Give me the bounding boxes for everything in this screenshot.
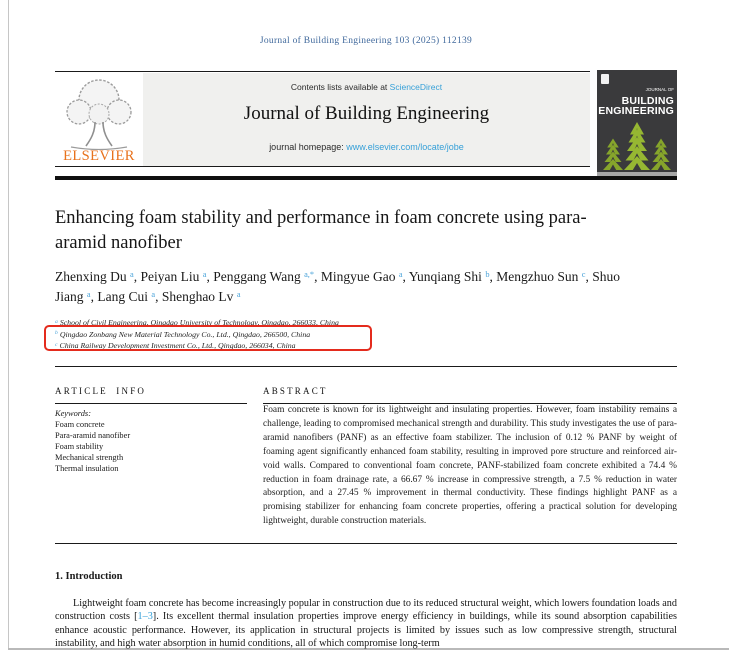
affiliation-line: $^c$ China Railway Development Investment Co., Ltd., Qingdao, 266034, China [55, 341, 296, 351]
author-affiliation-superscript: a [236, 289, 241, 299]
introduction-heading: 1. Introduction [55, 571, 123, 582]
author-name: Zhenxing Du $^a$ [55, 269, 134, 284]
author-affiliation-superscript: a,* [304, 270, 315, 280]
author-name: Yunqiang Shi $^b$ [408, 269, 490, 284]
affiliation-superscript: b [55, 330, 58, 337]
article-info-heading: ARTICLE INFO [55, 386, 147, 396]
journal-title: Journal of Building Engineering [243, 102, 490, 124]
article-title: Enhancing foam stability and performance in foam concrete using para-aramid nanofiber [55, 208, 587, 253]
author-list: Zhenxing Du $^a$, Peiyan Liu $^a$, Penggang Wang $^{a,*}$, Mingyue Gao $^a$, Yunqiang Shi $^b$, Mengzhuo Sun $^c$, Shuo Jiang $^a$, Lang Cui $^a$, Shenghao Lv $^a$ [55, 269, 620, 304]
author-name: Mingyue Gao $^a$ [320, 269, 403, 284]
intro-text-after: ]. Its excellent thermal insulation properties improve energy efficiency in buildings, while its sound absorption capabilities enhance acoustic performance. However, its application in structural projects is limited by issues such as low compressive strength, structural instability, and high water absorption in humid conditions, all of which compromise long-term [55, 611, 677, 650]
cover-title-line2: ENGINEERING [598, 105, 674, 117]
homepage-label: journal homepage: [269, 141, 347, 152]
abstract-text: Foam concrete is known for its lightweight and insulating properties. However, foam instability remains a challenge, leading to compromised mechanical strength and durability. This study investigates the use of para-aramid nanofibers (PANF) as an effective foam stabilizer. The inclusion of 0.12 % PANF by weight of foaming agent significantly enhanced foam stability, resulting in improved pore structure and reinforced air-void walls. Compared to conventional foam concrete, PANF-stabilized foam concrete exhibited a 74.4 % reduction in foam drainage rate, a 66.67 % increase in compressive strength, a 7.5 % reduction in water absorption, and a 27.45 % improvement in thermal conductivity. These findings highlight PANF as a promising stabilizer for enhancing foam concrete properties, offering a practical solution for developing lightweight, durable construction materials. [263, 405, 677, 527]
keyword-item: Foam concrete [55, 420, 105, 429]
journal-cover-thumbnail [597, 70, 677, 176]
abstract-bottom-rule [55, 543, 677, 544]
affiliation-superscript: a [55, 318, 58, 325]
keyword-item: Mechanical strength [55, 453, 124, 462]
citation-link[interactable]: 1–3 [137, 611, 153, 623]
journal-citation: Journal of Building Engineering 103 (2025) 112139 [259, 36, 473, 46]
sciencedirect-link[interactable]: ScienceDirect [389, 81, 443, 92]
author-name: Peiyan Liu $^a$ [140, 269, 207, 284]
article-info-column [55, 386, 247, 474]
author-affiliation-superscript: c [581, 270, 586, 280]
author-affiliation-superscript: a [151, 289, 156, 299]
affiliation-superscript: c [55, 341, 58, 348]
intro-text-before: Lightweight foam concrete has become increasingly popular in construction due to its reduced structural weight, which lowers foundation loads and construction costs [ [55, 598, 677, 623]
keywords-label: Keywords: [55, 409, 91, 418]
introduction-paragraph [55, 597, 677, 651]
author-affiliation-superscript: a [130, 270, 134, 280]
abstract-rule [263, 403, 677, 404]
cover-journal-of-text: JOURNAL OF [645, 87, 674, 92]
header-bottom-rule [55, 166, 590, 167]
keyword-item: Para-aramid nanofiber [55, 431, 131, 440]
article-info-rule [55, 403, 247, 404]
abstract-column [263, 386, 677, 529]
affiliation-line: $^b$ Qingdao Zonbang New Material Technology Co., Ltd., Qingdao, 266500, China [55, 329, 311, 339]
affiliation-line: $^a$ School of Civil Engineering, Qingdao University of Technology, Qingdao, 266033, China [55, 318, 339, 327]
article-info-top-rule [55, 366, 677, 367]
page-edge-left [8, 0, 9, 649]
abstract-heading: ABSTRACT [263, 386, 328, 396]
author-name: Lang Cui $^a$ [97, 288, 156, 304]
keyword-item: Thermal insulation [55, 464, 119, 473]
contents-line-text: Contents lists available at [290, 81, 390, 92]
author-name: Penggang Wang $^{a,*}$ [213, 269, 315, 284]
author-name: Shuo Jiang $^a$ [55, 269, 620, 304]
elsevier-wordmark: ELSEVIER [63, 148, 135, 164]
author-affiliation-superscript: a [86, 289, 91, 299]
highlight-annotation-box [44, 325, 372, 352]
journal-banner [143, 73, 590, 167]
cover-title-line1: BUILDING [621, 94, 674, 107]
keyword-item: Foam stability [55, 442, 104, 451]
author-affiliation-superscript: b [485, 270, 490, 280]
header-thick-rule [55, 176, 677, 180]
author-name: Shenghao Lv $^a$ [161, 288, 241, 304]
homepage-line [143, 142, 590, 152]
homepage-link[interactable]: www.elsevier.com/locate/jobe [346, 141, 464, 152]
contents-line [143, 82, 590, 92]
author-name: Mengzhuo Sun $^c$ [496, 269, 586, 284]
cover-trees-icon [597, 106, 677, 177]
elsevier-logo [55, 76, 143, 166]
author-affiliation-superscript: a [202, 270, 207, 280]
keyword-list [55, 419, 247, 474]
author-affiliation-superscript: a [398, 270, 403, 280]
